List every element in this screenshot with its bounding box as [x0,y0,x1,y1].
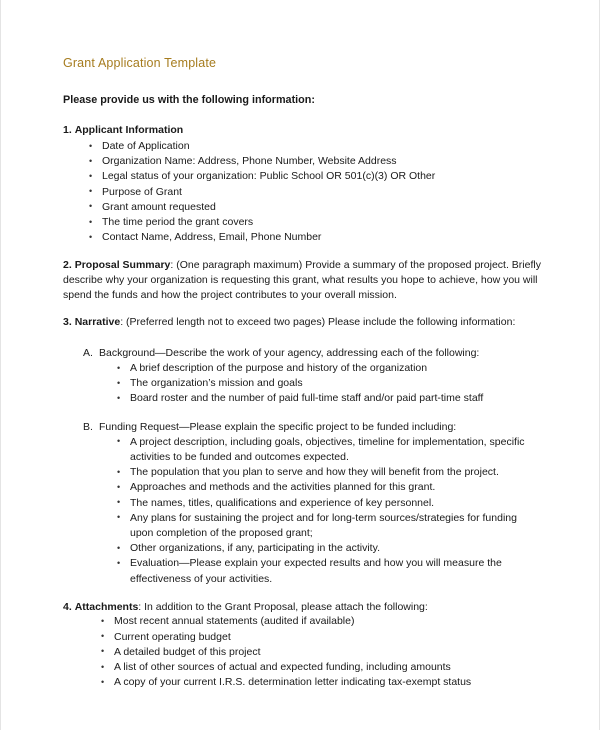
list-item: • Grant amount requested [89,200,543,215]
section-narrative [63,315,543,330]
applicant-information-list [89,139,543,245]
list-item: • The time period the grant covers [89,215,543,230]
section-heading-applicant-information [63,123,543,137]
list-item: • Board roster and the number of paid full-time staff and/or paid part-time staff [117,391,543,406]
list-item-background [83,346,543,407]
list-item: • The names, titles, qualifications and experience of key personnel. [117,496,543,511]
section-attachments [63,600,543,615]
list-item: • A list of other sources of actual and expected funding, including amounts [101,660,543,675]
section-body: : (One paragraph maximum) Provide a summary of the proposed project. Briefly describe why your organization is requesting this grant, what results you hope to achieve, how you will spend the funds and how the project contributes to your overall mission. [63,259,541,301]
list-item: • The organization’s mission and goals [117,376,543,391]
list-item-funding-request [83,420,543,587]
section-number: 3. [63,316,72,329]
narrative-lettered-list [63,346,543,587]
background-sub-list [117,361,543,407]
list-item: • Approaches and methods and the activities planned for this grant. [117,480,543,495]
list-item: • Evaluation—Please explain your expected results and how you will measure the effectiveness of your activities. [117,556,543,586]
section-title: Proposal Summary [74,259,171,272]
section-number: 4. [63,600,72,613]
list-item: • A brief description of the purpose and history of the organization [117,361,543,376]
list-item-heading: Background—Describe the work of your agency, addressing each of the following: [99,346,480,359]
section-body: : (Preferred length not to exceed two pages) Please include the following information: [120,316,516,329]
list-item: • A copy of your current I.R.S. determination letter indicating tax-exempt status [101,675,543,690]
list-marker: A. [83,346,93,359]
section-body: : In addition to the Grant Proposal, please attach the following: [138,600,428,613]
section-number: 1. [63,124,72,136]
list-item: • Legal status of your organization: Public School OR 501(c)(3) OR Other [89,169,543,184]
list-item: • Organization Name: Address, Phone Number, Website Address [89,154,543,169]
section-number: 2. [63,259,72,272]
list-marker: B. [83,420,93,433]
spacer [63,245,543,258]
list-item: • A project description, including goals, objectives, timeline for implementation, specific activities to be funded and outcomes expected. [117,435,543,465]
page-title: Grant Application Template [63,56,217,70]
list-item: • Contact Name, Address, Email, Phone Number [89,230,543,245]
list-item: • Purpose of Grant [89,185,543,200]
list-item: • The population that you plan to serve and how they will benefit from the project. [117,465,543,480]
list-item: • Current operating budget [101,630,543,645]
list-item: • Date of Application [89,139,543,154]
list-item: • A detailed budget of this project [101,645,543,660]
spacer [63,302,543,315]
spacer-row [63,407,543,420]
list-item: • Most recent annual statements (audited if available) [101,614,543,629]
spacer [63,330,543,346]
list-item: • Other organizations, if any, participating in the activity. [117,541,543,556]
section-title: Attachments [74,600,139,613]
lead-instruction: Please provide us with the following information: [63,94,315,106]
funding-request-sub-list [117,435,543,587]
spacer [63,587,543,600]
attachments-list [101,614,543,690]
section-title: Applicant Information [74,124,184,136]
list-item-heading: Funding Request—Please explain the specific project to be funded including: [99,420,457,433]
list-item: • Any plans for sustaining the project and for long-term sources/strategies for funding upon completion of the proposed grant; [117,511,543,541]
section-proposal-summary [63,258,543,302]
section-title: Narrative [74,316,121,329]
